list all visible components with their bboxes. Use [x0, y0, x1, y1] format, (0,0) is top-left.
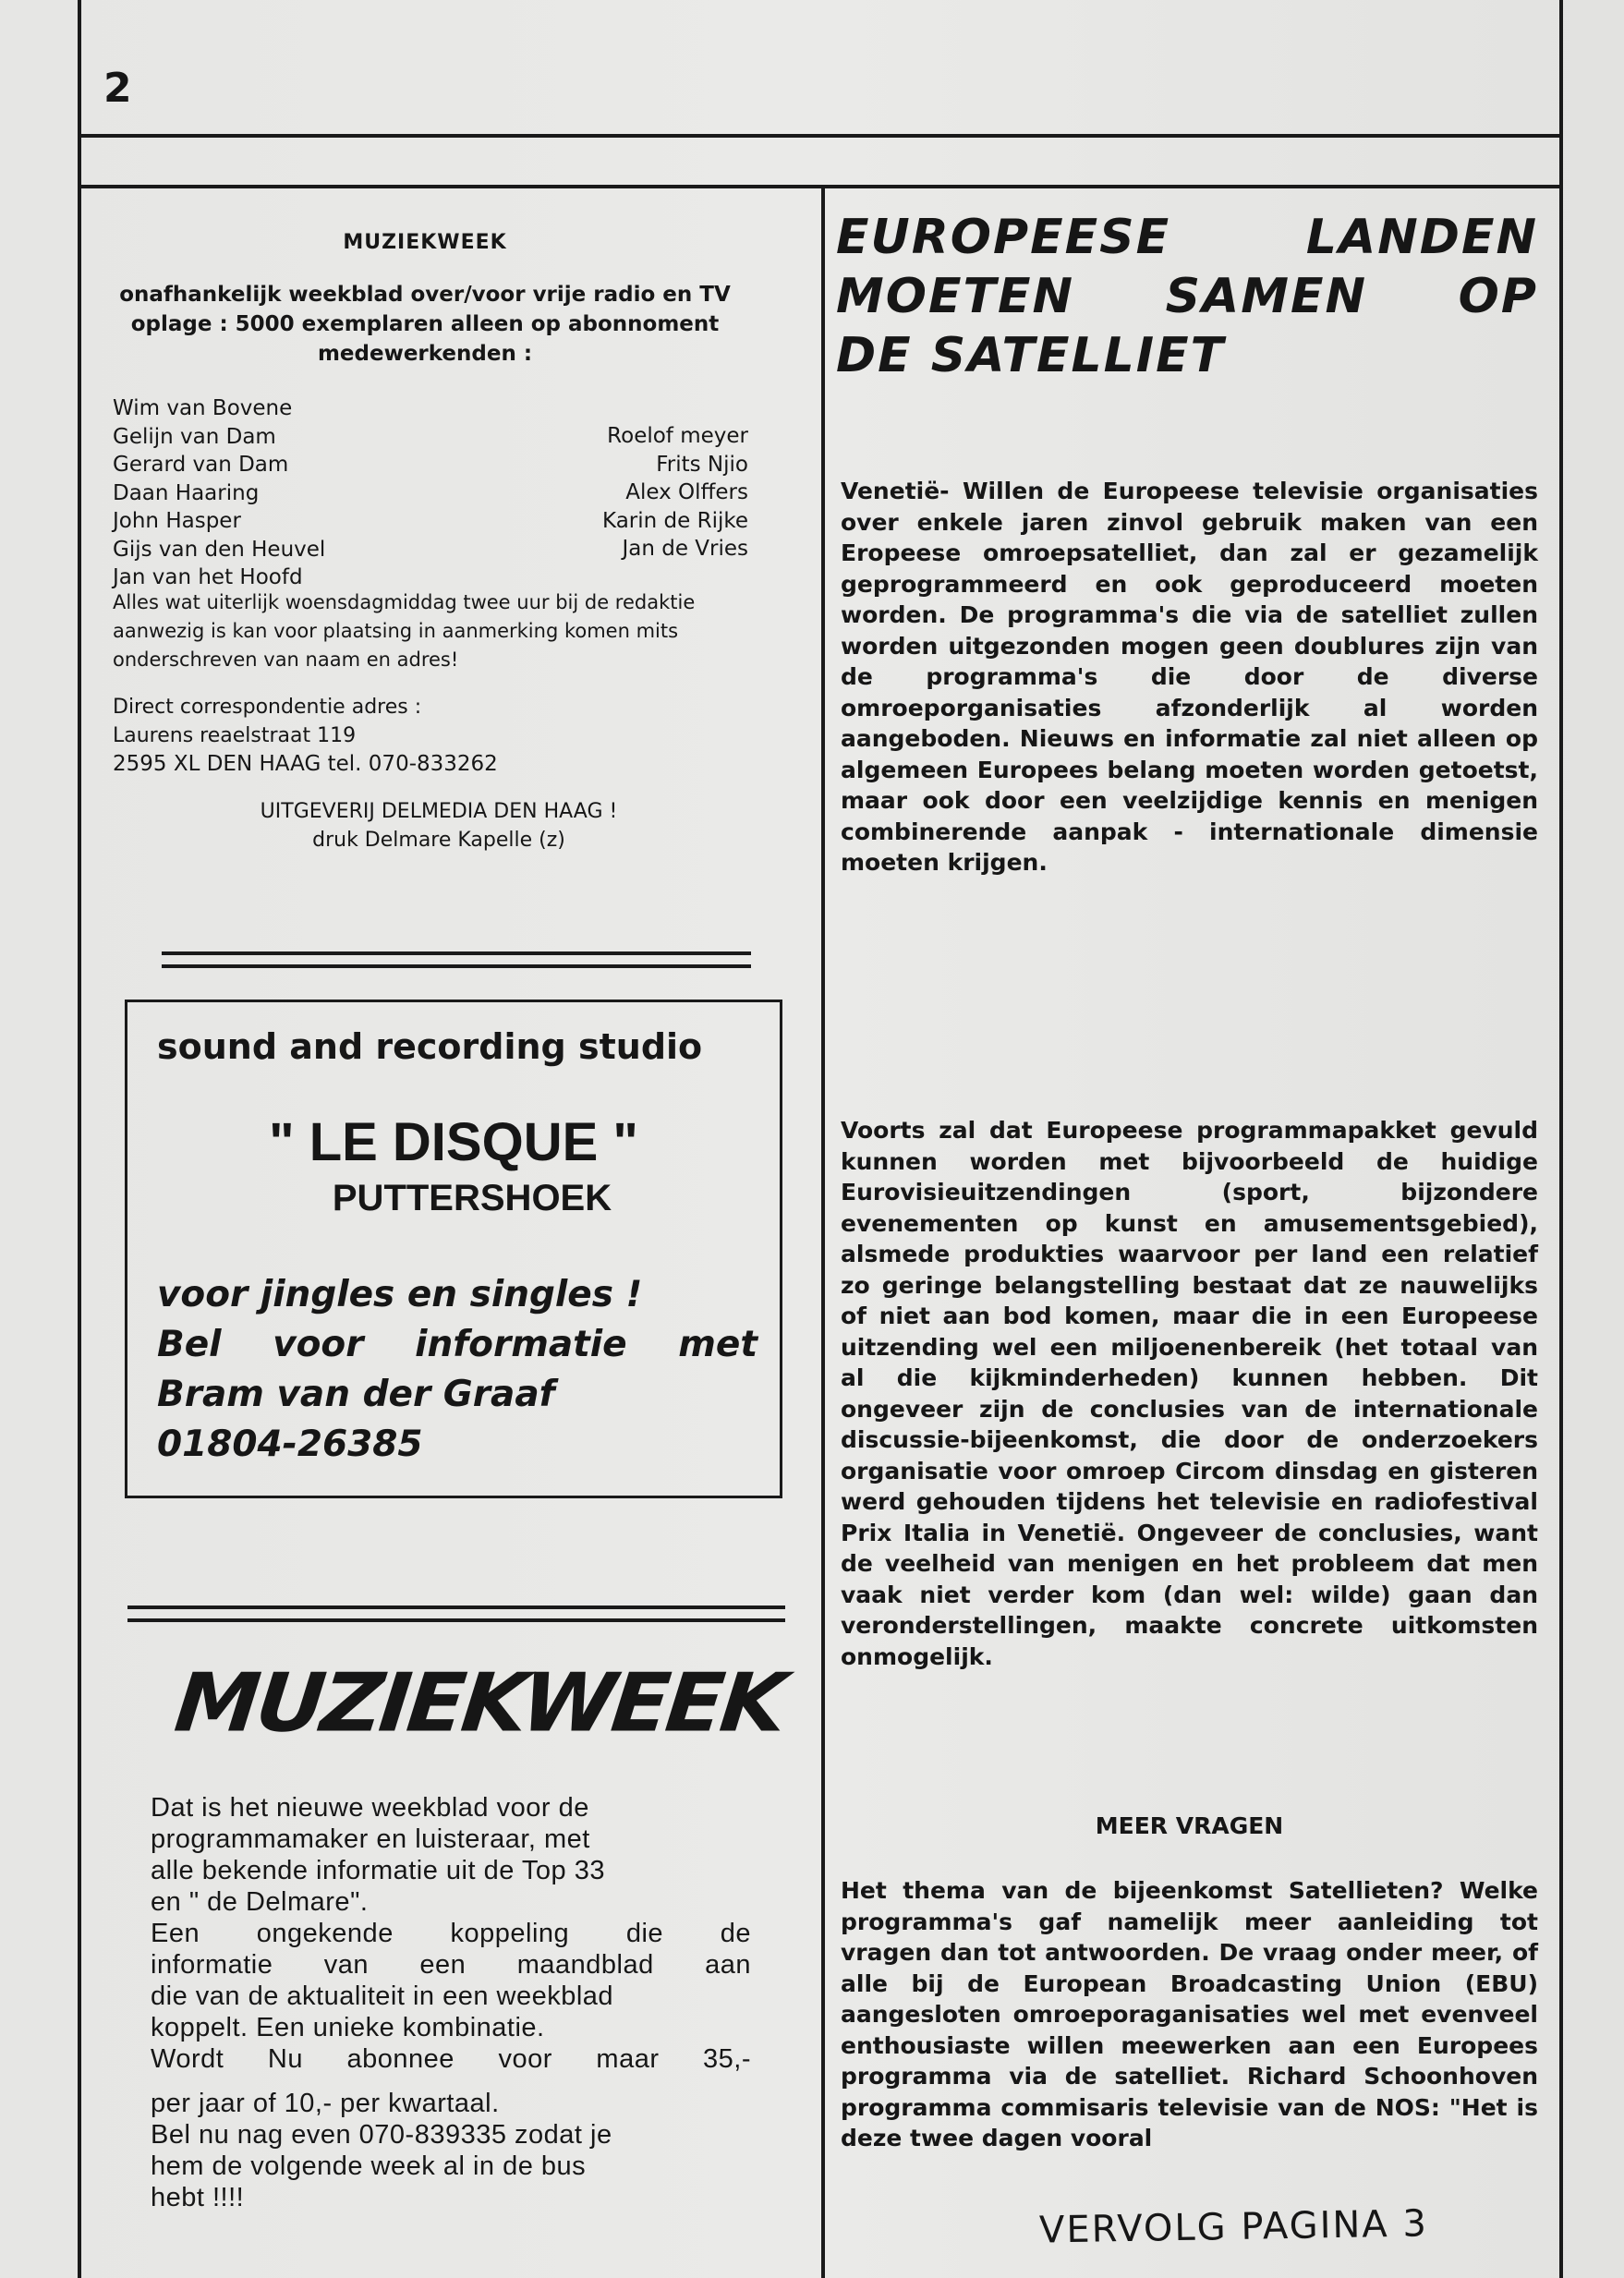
address-line: 2595 XL DEN HAAG tel. 070-833262 — [113, 752, 498, 776]
intro-line: medewerkenden : — [317, 342, 533, 366]
promo-line: hem de volgende week al in de bus — [151, 2151, 587, 2181]
frame-line-left — [78, 0, 81, 2278]
article-body-continued: Het thema van de bijeenkomst Satellieten? Welke programma's gaf namelijk meer aanleiding tot vragen dan tot antwoorden. De vraag onder meer, of alle bij de European Broadcasting Union (EBU) aangesloten omroeporaganisaties wel met evenveel enthousiaste willen meewerken aan een Europees programma via de satelliet. Richard Schoonhoven programma commisaris televisie van de NOS: "Het is deze twee dagen vooral — [841, 1877, 1538, 2151]
colophon-intro — [92, 280, 757, 369]
headline-line: MOETEN SAMEN OP — [836, 269, 1538, 324]
ad-word: voor — [273, 1324, 364, 1365]
ad-phone: 01804-26385 — [157, 1424, 423, 1465]
publisher-line: druk Delmare Kapelle (z) — [312, 829, 565, 852]
ad-line — [157, 1320, 757, 1370]
header-rule — [78, 134, 1563, 138]
staff-name: Gelijn van Dam — [113, 424, 276, 449]
studio-advertisement — [125, 1000, 782, 1498]
article-subhead: MEER VRAGEN — [1095, 1812, 1284, 1839]
promo-line: informatie van een maandblad aan — [151, 1950, 751, 1980]
staff-name: John Hasper — [113, 509, 241, 533]
staff-name: Gerard van Dam — [113, 453, 289, 477]
staff-right — [602, 422, 748, 563]
muziekweek-logo: MUZIEKWEEK — [170, 1655, 788, 1751]
page-number: 2 — [103, 65, 132, 112]
continued-on-page-note: VERVOLG PAGINA 3 — [1038, 2202, 1429, 2252]
colophon — [92, 231, 757, 854]
column-divider — [821, 185, 825, 2278]
promo-line: die van de aktualiteit in een weekblad — [151, 1981, 614, 2011]
address-line: Laurens reaelstraat 119 — [113, 724, 357, 747]
ad-line: Bram van der Graaf — [157, 1374, 555, 1415]
headline-line: DE SATELLIET — [836, 328, 1226, 383]
promo-line: Een ongekende koppeling die de — [151, 1919, 751, 1948]
promo-line: per jaar of 10,- per kwartaal. — [151, 2089, 500, 2118]
ad-word: informatie — [415, 1324, 627, 1365]
staff-name: Frits Njio — [656, 452, 748, 477]
promo-line: Bel nu nag even 070-839335 zodat je — [151, 2120, 612, 2150]
double-rule — [127, 1606, 785, 1622]
ad-promo — [157, 1270, 757, 1470]
article-headline — [836, 208, 1538, 385]
ad-studio-name: " LE DISQUE " — [269, 1112, 638, 1172]
staff-name: Gijs van den Heuvel — [113, 537, 326, 562]
intro-line: onafhankelijk weekblad over/voor vrije radio en TV — [119, 283, 731, 307]
promo-line: en " de Delmare". — [151, 1887, 369, 1917]
promo-line: hebt !!!! — [151, 2183, 245, 2212]
publisher-line: UITGEVERIJ DELMEDIA DEN HAAG ! — [260, 800, 618, 823]
correspondence-address — [113, 693, 757, 779]
ad-word: Bel — [157, 1324, 222, 1365]
promo-line: Wordt Nu abonnee voor maar 35,- — [151, 2044, 751, 2074]
staff-name: Karin de Rijke — [602, 508, 748, 533]
promo-line: programmamaker en luisteraar, met — [151, 1824, 590, 1854]
staff-name: Daan Haaring — [113, 480, 260, 505]
headline-line: EUROPEESE LANDEN — [836, 210, 1538, 265]
staff-left — [113, 394, 325, 592]
frame-line-right — [1559, 0, 1563, 2278]
ad-line: voor jingles en singles ! — [157, 1274, 643, 1315]
address-line: Direct correspondentie adres : — [113, 696, 422, 719]
double-rule — [162, 951, 751, 968]
intro-line: oplage : 5000 exemplaren alleen op abonnoment — [130, 312, 720, 336]
promo-line: Dat is het nieuwe weekblad voor de — [151, 1793, 589, 1823]
article-body: Voorts zal dat Europeese programmapakket gevuld kunnen worden met bijvoorbeeld de huidige Eurovisieuitzendingen (sport, bijzondere evenementen op kunst en amusementsgebied), alsmede produkties waarvoor per land een relatief zo geringe belangstelling bestaat dat ze nauwelijks of niet aan bod komen, maar die in een Europeese uitzending wel een miljoenenbereik (het totaal van al die kijkminderheden) kunnen hebben. Dit ongeveer zijn de conclusies van de internationale discussie-bijeenkomst, die door de onderzoekers organisatie voor omroep Circom dinsdag en gisteren werd gehouden tijdens het televisie en radiofestival Prix Italia in Venetië. Ongeveer de conclusies, want de veelheid van menigen en het probleem dat men vaak niet verder kom (dan wel: wilde) gaan dan veronderstellingen, maakte concrete uitkomsten onmogelijk. — [841, 1117, 1538, 1670]
staff-name: Jan de Vries — [622, 537, 748, 561]
promo-line: koppelt. Een unieke kombinatie. — [151, 2013, 545, 2042]
submission-notice: Alles wat uiterlijk woensdagmiddag twee uur bij de redaktie aanwezig is kan voor plaatsing in aanmerking komen mits onderschreven van naam en adres! — [113, 591, 696, 671]
promo-line: alle bekende informatie uit de Top 33 — [151, 1856, 605, 1885]
article-lead: Venetië- Willen de Europeese televisie organisaties over enkele jaren zinvol gebruik maken van een Eropeese omroepsatelliet, dan zal er gezamelijk geprogrammeerd en ook geproduceerd moeten worden. De programma's die via de satelliet zullen worden uitgezonden mogen geen doublures zijn van de programma's die door de diverse omroeporganisaties afzonderlijk al worden aangeboden. Nieuws en informatie zal niet alleen op algemeen Europees belang moeten worden getoetst, maar ook door een veelzijdige kennis en menigen combinerende aanpak - internationale dimensie moeten krijgen. — [841, 478, 1538, 876]
colophon-title: MUZIEKWEEK — [343, 231, 507, 254]
staff-name: Wim van Bovene — [113, 396, 293, 420]
ad-studio-label: sound and recording studio — [157, 1026, 703, 1067]
staff-name: Roelof meyer — [607, 424, 748, 448]
staff-name: Jan van het Hoofd — [113, 565, 303, 589]
muziekweek-promo-text — [151, 1792, 751, 2213]
header-rule-lower — [78, 185, 1563, 188]
staff-list — [92, 394, 757, 588]
publisher — [120, 797, 757, 854]
ad-studio-place: PUTTERSHOEK — [332, 1178, 612, 1218]
ad-word: met — [678, 1324, 757, 1365]
staff-name: Alex Olffers — [625, 480, 748, 504]
